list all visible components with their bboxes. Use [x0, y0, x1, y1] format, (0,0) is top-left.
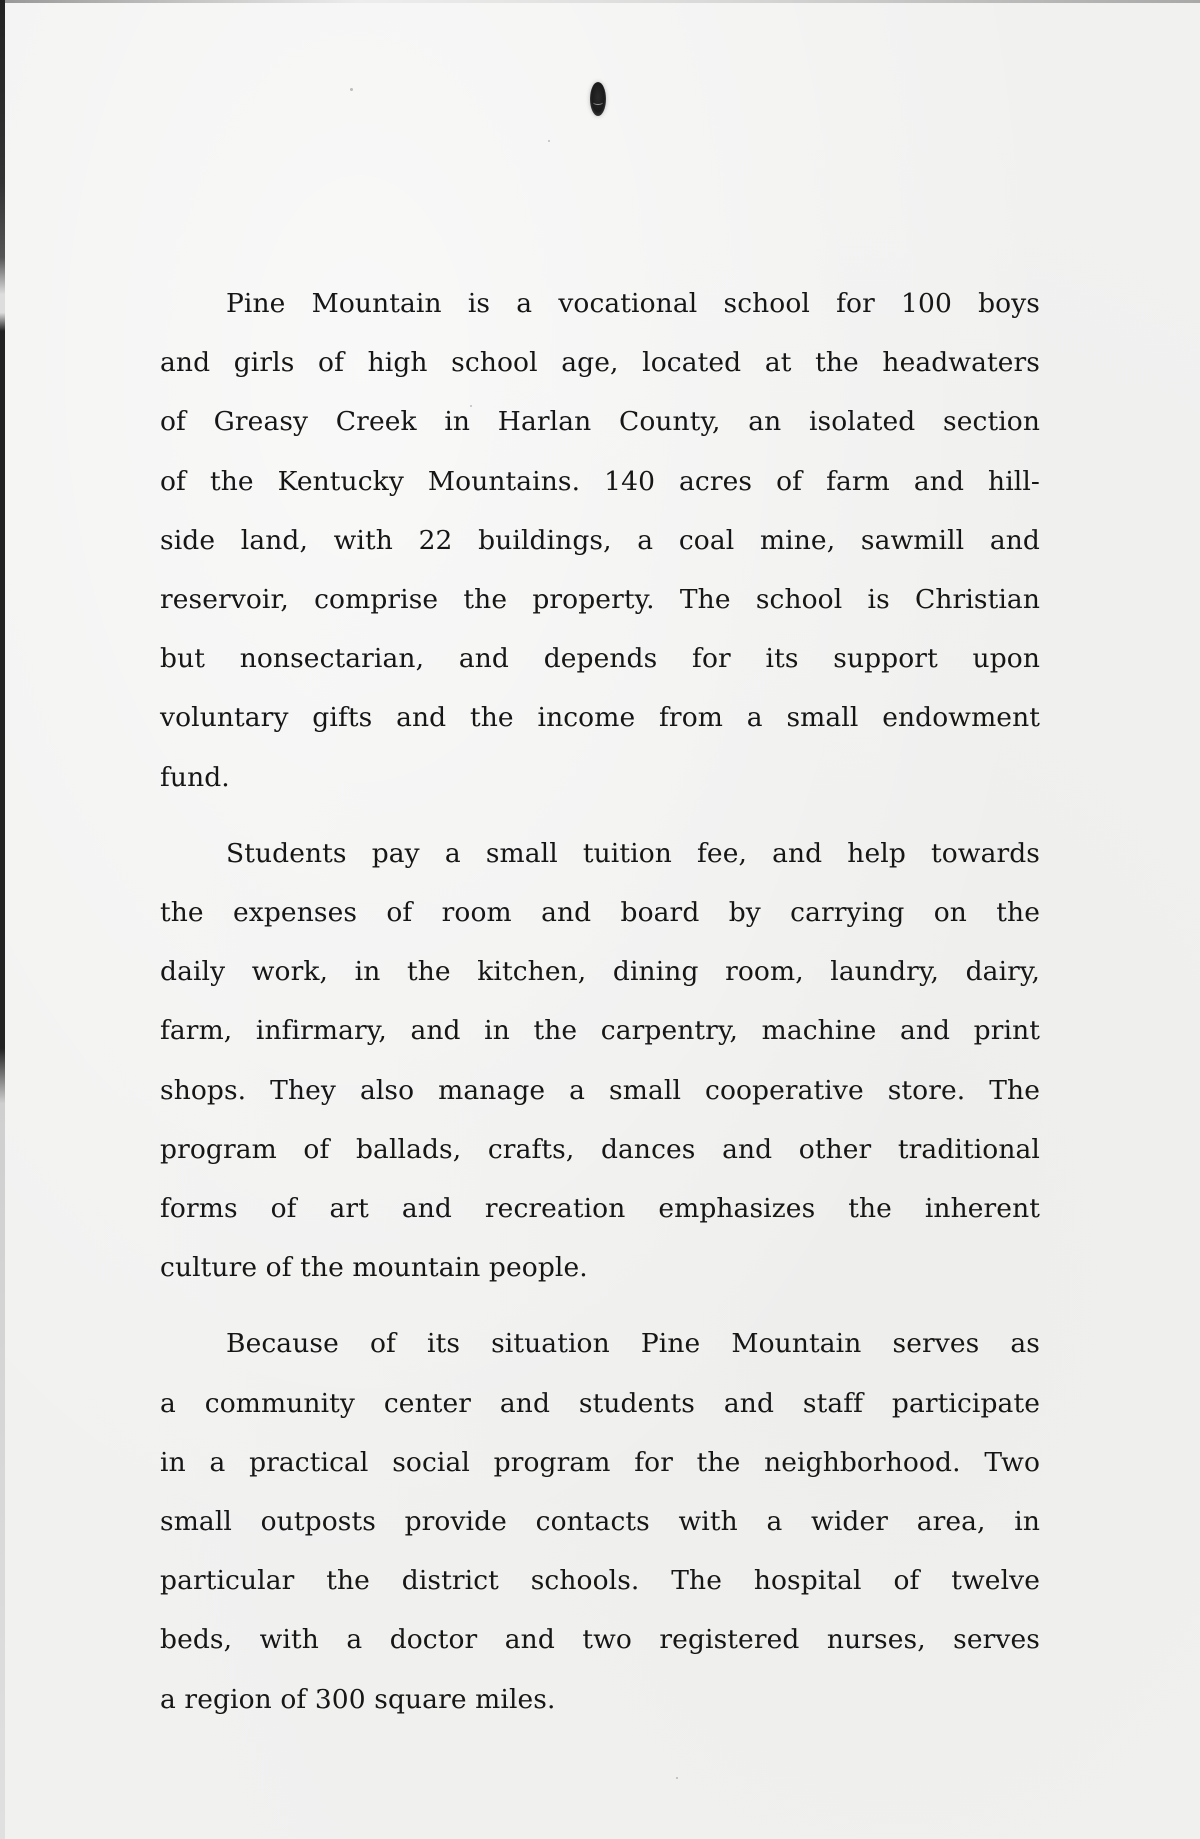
text-line: reservoir, comprise the property. The school is Christian	[160, 584, 1040, 616]
text-line: Because of its situation Pine Mountain serves as	[226, 1328, 1040, 1360]
page-top-edge	[0, 0, 1200, 3]
text-line: daily work, in the kitchen, dining room, laundry, dairy,	[160, 956, 1040, 988]
paper-speck	[350, 88, 353, 91]
text-line: voluntary gifts and the income from a small endowment	[160, 702, 1040, 734]
text-line: small outposts provide contacts with a wider area, in	[160, 1506, 1040, 1538]
text-line: a community center and students and staff participate	[160, 1387, 1040, 1419]
text-line: beds, with a doctor and two registered nurses, serves	[160, 1624, 1040, 1656]
paper-speck	[676, 1777, 678, 1779]
text-line: program of ballads, crafts, dances and other traditional	[160, 1133, 1040, 1165]
document-body	[160, 274, 1040, 1729]
text-line: of Greasy Creek in Harlan County, an isolated section	[160, 406, 1040, 438]
text-line: of the Kentucky Mountains. 140 acres of farm and hill-	[160, 465, 1040, 497]
text-line: Pine Mountain is a vocational school for 100 boys	[226, 288, 1040, 319]
text-line: culture of the mountain people.	[160, 1252, 588, 1284]
text-line: the expenses of room and board by carrying on the	[160, 897, 1040, 929]
text-line: shops. They also manage a small cooperative store. The	[160, 1074, 1040, 1106]
paragraph-2	[160, 824, 1040, 1298]
punch-hole-icon	[590, 82, 606, 116]
text-line: Students pay a small tuition fee, and help towards	[226, 837, 1040, 869]
text-line: forms of art and recreation emphasizes the inherent	[160, 1193, 1040, 1225]
text-line: particular the district schools. The hospital of twelve	[160, 1565, 1040, 1597]
text-line: fund.	[160, 761, 230, 793]
paper-speck	[548, 140, 550, 142]
text-line: but nonsectarian, and depends for its support upon	[160, 643, 1040, 675]
paragraph-3	[160, 1314, 1040, 1728]
paragraph-1	[160, 274, 1040, 807]
text-line: a region of 300 square miles.	[160, 1683, 556, 1715]
text-line: side land, with 22 buildings, a coal mine, sawmill and	[160, 524, 1040, 556]
text-line: in a practical social program for the neighborhood. Two	[160, 1446, 1040, 1478]
text-line: and girls of high school age, located at the headwaters	[160, 347, 1040, 379]
text-line: farm, infirmary, and in the carpentry, machine and print	[160, 1015, 1040, 1047]
page-left-edge-shadow	[0, 0, 5, 1839]
